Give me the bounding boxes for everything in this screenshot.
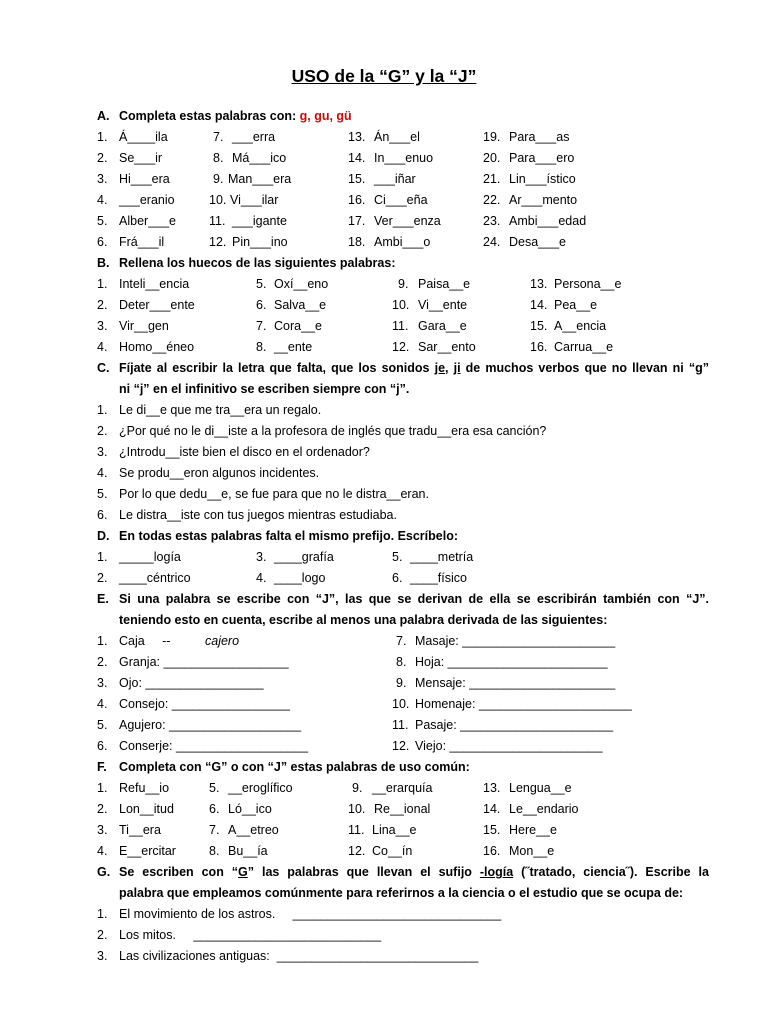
list-row: 2. Los mitos. ___________________________ [97, 928, 382, 942]
list-row: 4. Consejo: _________________ 10. Homenaje: ______________________ [97, 697, 632, 711]
list-row: 3. ¿Introdu__iste bien el disco en el ordenador? [97, 445, 370, 459]
list-row: 1. Le di__e que me tra__era un regalo. [97, 403, 322, 417]
list-row: 4. Se produ__eron algunos incidentes. [97, 466, 320, 480]
section-c-header-line2: ni “j” en el infinitivo se escriben siempre con “j”. [119, 382, 410, 396]
section-g-header: G. Se escriben con “G” las palabras que llevan el sufijo -logía (˝tratado, ciencia˝). Escribe la [97, 865, 709, 879]
list-row: 2. Deter___ente 6. Salva__e 10. Vi__ente 14. Pea__e [97, 298, 598, 312]
list-row: 4. E__ercitar 8. Bu__ía 12. Co__ín 16. Mon__e [97, 844, 555, 858]
list-row: 5. Por lo que dedu__e, se fue para que no le distra__eran. [97, 487, 429, 501]
list-row: 1. Á____ila 7. ___erra 13. Án___el 19. Para___as [97, 130, 570, 144]
section-b-header: B. Rellena los huecos de las siguientes palabras: [97, 256, 396, 270]
list-row: 1. _____logía 3. ____grafía 5. ____metría [97, 550, 474, 564]
list-row: 1. Caja -- cajero 7. Masaje: ______________________ [97, 634, 616, 648]
section-g-header-line2: palabra que empleamos comúnmente para referirnos a la ciencia o el estudio que se ocupa de: [119, 886, 684, 900]
section-c-header: C. Fíjate al escribir la letra que falta, que los sonidos je, ji de muchos verbos que no llevan ni “g” [97, 361, 710, 375]
list-row: 3. Las civilizaciones antiguas: _____________________________ [97, 949, 479, 963]
list-row: 4. ___eranio 10. Vi___ilar 16. Ci___eña 22. Ar___mento [97, 193, 578, 207]
list-row: 6. Frá___il 12. Pin___ino 18. Ambi___o 24. Desa___e [97, 235, 566, 249]
list-row: 6. Le distra__iste con tus juegos mientras estudiaba. [97, 508, 397, 522]
list-row: 2. ____céntrico 4. ____logo 6. ____físico [97, 571, 467, 585]
list-row: 1. El movimiento de los astros. ______________________________ [97, 907, 502, 921]
list-row: 2. Lon__itud 6. Ló__ico 10. Re__ional 14. Le__endario [97, 802, 579, 816]
section-e-header: E. Si una palabra se escribe con “J”, las que se derivan de ella se escribirán también con “J”. [97, 592, 709, 606]
section-a-header: A. Completa estas palabras con: g, gu, gü [97, 109, 352, 123]
list-row: 3. Hi___era 9. Man___era 15. ___iñar 21. Lin___ístico [97, 172, 576, 186]
list-row: 2. ¿Por qué no le di__iste a la profesora de inglés que tradu__era esa canción? [97, 424, 547, 438]
list-row: 2. Granja: __________________ 8. Hoja: _______________________ [97, 655, 608, 669]
list-row: 1. Refu__io 5. __eroglífico 9. __erarquía 13. Lengua__e [97, 781, 572, 795]
list-row: 5. Alber___e 11. ___igante 17. Ver___enza 23. Ambi___edad [97, 214, 587, 228]
list-row: 3. Ti__era 7. A__etreo 11. Lina__e 15. Here__e [97, 823, 557, 837]
list-row: 4. Homo__éneo 8. __ente 12. Sar__ento 16. Carrua__e [97, 340, 614, 354]
list-row: 5. Agujero: ___________________ 11. Pasaje: ______________________ [97, 718, 614, 732]
list-row: 1. Inteli__encia 5. Oxí__eno 9. Paisa__e 13. Persona__e [97, 277, 622, 291]
list-row: 3. Vir__gen 7. Cora__e 11. Gara__e 15. A__encia [97, 319, 607, 333]
section-d-header: D. En todas estas palabras falta el mismo prefijo. Escríbelo: [97, 529, 459, 543]
list-row: 3. Ojo: _________________ 9. Mensaje: _____________________ [97, 676, 616, 690]
list-row: 2. Se___ir 8. Má___ico 14. In___enuo 20. Para___ero [97, 151, 575, 165]
page-title: USO de la “G” y la “J” [291, 66, 477, 86]
section-e-header-line2: teniendo esto en cuenta, escribe al menos una palabra derivada de las siguientes: [119, 613, 608, 627]
section-f-header: F. Completa con “G” o con “J” estas palabras de uso común: [97, 760, 470, 774]
list-row: 6. Conserje: ___________________ 12. Viejo: ______________________ [97, 739, 603, 753]
